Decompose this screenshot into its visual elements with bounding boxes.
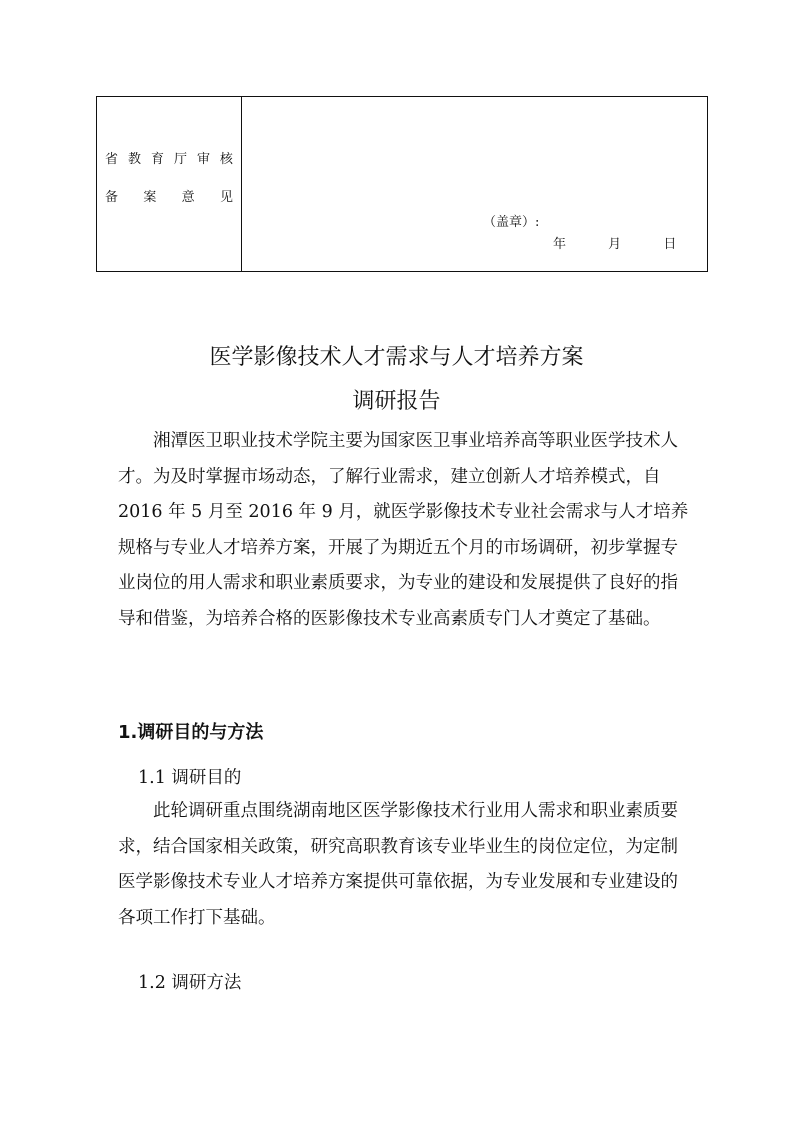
- label-char: 教: [127, 152, 141, 167]
- label-char: 厅: [173, 152, 187, 167]
- approval-label-cell: [97, 97, 242, 271]
- approval-label-line2: [105, 186, 233, 205]
- approval-content-cell: [242, 97, 707, 271]
- intro-paragraph: 湘潭医卫职业技术学院主要为国家医卫事业培养高等职业医学技术人才。为及时掌握市场动态，了解行业需求，建立创新人才培养模式，自 2016 年 5 月至 2016 年 9 月，就医学影像技术专业社会需求与人才培养规格与专业人才培养方案，开展了为期近五个月的市场调研，初步掌握专业岗位的用人需求和职业素质要求，为专业的建设和发展提供了良好的指导和借鉴，为培养合格的医影像技术专业高素质专门人才奠定了基础。: [118, 431, 689, 629]
- approval-label-line1: [105, 148, 233, 167]
- label-char: 见: [219, 190, 233, 205]
- date-row: [553, 233, 676, 252]
- date-year: 年: [553, 237, 567, 252]
- date-day: 日: [663, 237, 677, 252]
- label-char: 意: [181, 190, 195, 205]
- subsection-heading: 1.2 调研方法: [138, 973, 242, 993]
- seal-label: （盖章）:: [483, 215, 540, 230]
- document-subtitle: 调研报告: [352, 389, 441, 414]
- approval-table: [96, 96, 708, 272]
- label-char: 省: [105, 152, 119, 167]
- label-char: 育: [150, 152, 164, 167]
- label-char: 备: [105, 190, 119, 205]
- label-char: 案: [143, 190, 157, 205]
- section-heading: 1.调研目的与方法: [118, 722, 264, 743]
- subsection-paragraph: 此轮调研重点围绕湖南地区医学影像技术行业用人需求和职业素质要求，结合国家相关政策，研究高职教育该专业毕业生的岗位定位，为定制医学影像技术专业人才培养方案提供可靠依据，为专业发展和专业建设的各项工作打下基础。: [118, 801, 678, 928]
- label-char: 核: [219, 152, 233, 167]
- label-char: 审: [196, 152, 210, 167]
- document-title: 医学影像技术人才需求与人才培养方案: [209, 345, 584, 370]
- date-month: 月: [608, 237, 622, 252]
- subsection-heading: 1.1 调研目的: [138, 768, 242, 788]
